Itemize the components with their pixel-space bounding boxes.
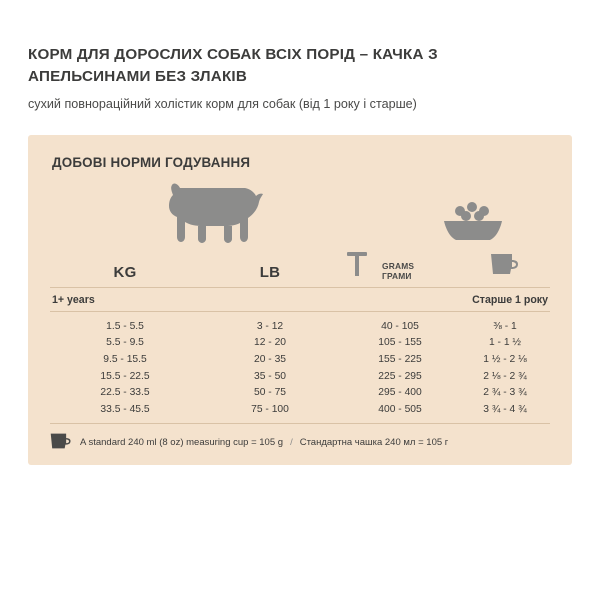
- footnote-ua: Стандартна чашка 240 мл = 105 г: [299, 436, 449, 448]
- page-subtitle: сухий повнораційний холістик корм для собак (від 1 року і старше): [28, 97, 417, 112]
- cell-grams: 400 - 505: [378, 403, 422, 415]
- age-range-ua: Старше 1 року: [472, 293, 548, 306]
- table-row: [50, 319, 550, 336]
- age-range-row: [50, 288, 550, 312]
- cell-kg: 15.5 - 22.5: [100, 370, 150, 382]
- cell-lb: 50 - 75: [253, 387, 287, 399]
- column-header-lb: LB: [259, 263, 281, 281]
- spoon-icon-holder: [340, 251, 460, 282]
- cell-cups: 1 ½ - 2 ⅛: [483, 353, 527, 365]
- grams-label-ua: ГРАМИ: [382, 271, 412, 282]
- footnote: [50, 423, 550, 453]
- cell-kg: 1.5 - 5.5: [106, 320, 144, 332]
- grams-label: [382, 261, 414, 282]
- footnote-en: A standard 240 ml (8 oz) measuring cup = 105 g: [80, 436, 284, 448]
- feeding-table-panel: [28, 135, 572, 465]
- food-bowl-icon: [442, 202, 504, 249]
- cell-cups: 2 ⅛ - 2 ¾: [483, 370, 527, 382]
- cell-grams: 295 - 400: [378, 387, 422, 399]
- cell-kg: 33.5 - 45.5: [100, 403, 150, 415]
- column-header-cups: [460, 252, 550, 282]
- age-range-en: 1+ years: [52, 293, 95, 306]
- panel-title: ДОБОВІ НОРМИ ГОДУВАННЯ: [52, 154, 251, 170]
- cell-grams: 225 - 295: [378, 370, 422, 382]
- measuring-cup-icon: [490, 252, 520, 281]
- cell-kg: 22.5 - 33.5: [100, 387, 150, 399]
- measuring-cup-icon-small: [50, 432, 72, 453]
- cell-grams: 105 - 155: [378, 337, 422, 349]
- cell-lb: 20 - 35: [253, 353, 287, 365]
- cell-kg: 5.5 - 9.5: [106, 337, 144, 349]
- grams-label-en: GRAMS: [382, 260, 415, 271]
- cell-lb: 75 - 100: [251, 403, 289, 415]
- cell-lb: 3 - 12: [256, 320, 284, 332]
- cell-kg: 9.5 - 15.5: [103, 353, 147, 365]
- table-row: [50, 335, 550, 352]
- page-title: КОРМ ДЛЯ ДОРОСЛИХ СОБАК ВСІХ ПОРІД – КАЧКА З АПЕЛЬСИНАМИ БЕЗ ЗЛАКІВ: [28, 46, 438, 85]
- cell-lb: 35 - 50: [253, 370, 287, 382]
- pictogram-row: [50, 174, 550, 252]
- dog-icon: [168, 182, 264, 249]
- table-row: [50, 385, 550, 402]
- column-header-grams: [340, 251, 460, 282]
- header: [28, 0, 572, 113]
- cell-cups: 2 ¾ - 3 ¾: [483, 387, 527, 399]
- cell-grams: 155 - 225: [378, 353, 422, 365]
- table-row: [50, 402, 550, 419]
- feeding-rows: [50, 312, 550, 419]
- cell-lb: 12 - 20: [253, 337, 287, 349]
- cell-cups: ⅜ - 1: [493, 320, 517, 332]
- footnote-divider: /: [290, 436, 293, 448]
- column-header-kg: KG: [113, 263, 137, 281]
- table-row: [50, 369, 550, 386]
- cell-cups: 3 ¾ - 4 ¾: [483, 403, 527, 415]
- column-header-row: [50, 252, 550, 288]
- scoop-icon: [346, 251, 368, 282]
- cell-grams: 40 - 105: [381, 320, 419, 332]
- table-row: [50, 352, 550, 369]
- cell-cups: 1 - 1 ½: [488, 337, 522, 349]
